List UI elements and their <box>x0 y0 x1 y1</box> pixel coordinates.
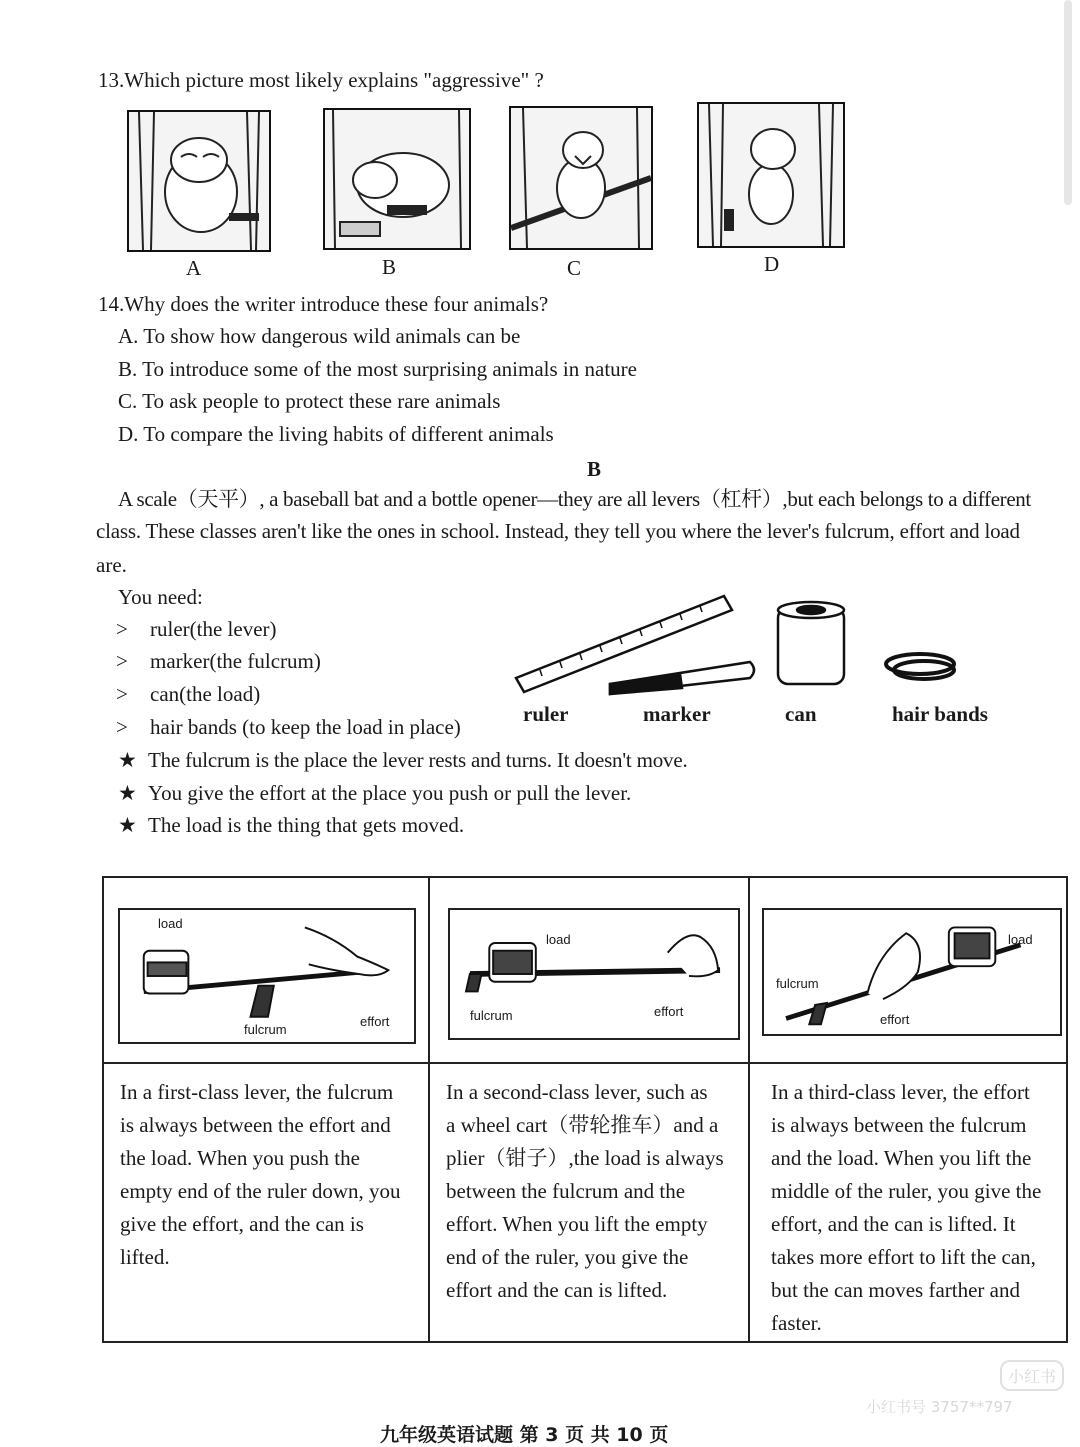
text-line: is always between the fulcrum <box>771 1113 1027 1137</box>
option-label-b: B <box>382 255 397 279</box>
materials-illustration <box>510 590 980 700</box>
bullet-marker: > <box>116 682 128 706</box>
hair-bands-icon <box>886 654 954 679</box>
text-line: In a third-class lever, the effort <box>771 1080 1030 1104</box>
text-line: middle of the ruler, you give the <box>771 1179 1042 1203</box>
third-class-description <box>771 1076 1046 1340</box>
note: The fulcrum is the place the lever rests and turns. It doesn't move. <box>148 748 688 772</box>
text-line: effort and the can is lifted. <box>446 1278 668 1302</box>
hand-icon <box>305 927 388 975</box>
fulcrum-icon <box>809 1003 826 1024</box>
fulcrum-label: fulcrum <box>470 1008 513 1023</box>
option-label-d: D <box>764 252 780 276</box>
star-icon: ★ <box>118 781 137 805</box>
raccoon-picture-b[interactable] <box>323 108 471 250</box>
divider <box>748 878 750 1341</box>
raccoon-picture-a[interactable] <box>127 110 271 252</box>
note: The load is the thing that gets moved. <box>148 813 465 837</box>
text-line: In a second-class lever, such as <box>446 1080 708 1104</box>
scrollbar[interactable] <box>1064 0 1072 205</box>
effort-label: effort <box>880 1012 910 1027</box>
text-line: end of the ruler, you give the <box>446 1245 689 1269</box>
divider <box>104 1062 1066 1064</box>
text-line: but the can moves farther and <box>771 1278 1020 1302</box>
can-icon <box>778 602 844 684</box>
need-item: can(the load) <box>150 682 261 706</box>
raccoon-picture-c[interactable] <box>509 106 653 250</box>
caption-marker: marker <box>643 702 711 726</box>
fulcrum-icon <box>466 974 482 991</box>
caption-can: can <box>785 702 817 726</box>
text-line: empty end of the ruler down, you <box>120 1179 401 1203</box>
first-class-lever-diagram <box>118 908 416 1044</box>
bullet-marker: > <box>116 715 128 739</box>
load-label: load <box>1008 932 1033 947</box>
text-line: give the effort, and the can is <box>120 1212 364 1236</box>
need-item: marker(the fulcrum) <box>150 649 321 673</box>
fulcrum-icon <box>251 986 274 1017</box>
text-line: the load. When you push the <box>120 1146 360 1170</box>
fulcrum-label: fulcrum <box>776 976 819 991</box>
load-label: load <box>158 916 183 931</box>
caption-ruler: ruler <box>523 702 569 726</box>
first-class-description <box>120 1076 413 1274</box>
intro-line-1: A scale（天平）, a baseball bat and a bottle opener—they are all levers（杠杆）,but each belongs to a different <box>118 487 1031 511</box>
note: You give the effort at the place you push or pull the lever. <box>148 781 632 805</box>
divider <box>428 878 430 1341</box>
raccoon-picture-d[interactable] <box>697 102 845 248</box>
q14-option-d[interactable]: D. To compare the living habits of different animals <box>118 422 554 446</box>
q14-option-c[interactable]: C. To ask people to protect these rare animals <box>118 389 501 413</box>
passage-heading: B <box>587 457 602 481</box>
q13-question: 13.Which picture most likely explains "aggressive" ? <box>98 68 544 92</box>
third-class-lever-diagram <box>762 908 1062 1036</box>
need-item: hair bands (to keep the load in place) <box>150 715 461 739</box>
watermark-logo: 小红书 <box>1000 1360 1064 1391</box>
text-line: takes more effort to lift the can, <box>771 1245 1036 1269</box>
q14-question: 14.Why does the writer introduce these four animals? <box>98 292 549 316</box>
bullet-marker: > <box>116 617 128 641</box>
q14-option-b[interactable]: B. To introduce some of the most surprising animals in nature <box>118 357 637 381</box>
bullet-marker: > <box>116 649 128 673</box>
text-line: a wheel cart（带轮推车）and a <box>446 1113 719 1137</box>
second-class-description <box>446 1076 724 1307</box>
page-footer: 九年级英语试题 第 3 页 共 10 页 <box>380 1424 669 1446</box>
text-line: effort, and the can is lifted. It <box>771 1212 1016 1236</box>
watermark-id: 小红书号 3757**797 <box>866 1398 1013 1416</box>
caption-hair-bands: hair bands <box>892 702 988 726</box>
lever-table <box>102 876 1068 1343</box>
option-label-a: A <box>186 256 202 280</box>
intro-line-3: are. <box>96 553 127 577</box>
text-line: between the fulcrum and the <box>446 1179 686 1203</box>
load-label: load <box>546 932 571 947</box>
text-line: plier（钳子）,the load is always <box>446 1146 724 1170</box>
need-item: ruler(the lever) <box>150 617 277 641</box>
intro-line-2: class. These classes aren't like the ones in school. Instead, they tell you where the lever's fulcrum, effort and load <box>96 519 1020 543</box>
text-line: In a first-class lever, the fulcrum <box>120 1080 394 1104</box>
hand-icon <box>867 933 920 999</box>
text-line: faster. <box>771 1311 822 1335</box>
text-line: lifted. <box>120 1245 170 1269</box>
effort-label: effort <box>360 1014 390 1029</box>
star-icon: ★ <box>118 748 137 772</box>
fulcrum-label: fulcrum <box>244 1022 287 1037</box>
text-line: and the load. When you lift the <box>771 1146 1032 1170</box>
effort-label: effort <box>654 1004 684 1019</box>
option-label-c: C <box>567 256 582 280</box>
marker-icon <box>610 662 754 694</box>
text-line: effort. When you lift the empty <box>446 1212 708 1236</box>
q14-option-a[interactable]: A. To show how dangerous wild animals can be <box>118 324 521 348</box>
star-icon: ★ <box>118 813 137 837</box>
text-line: is always between the effort and <box>120 1113 391 1137</box>
you-need-label: You need: <box>118 585 203 609</box>
second-class-lever-diagram <box>448 908 740 1040</box>
